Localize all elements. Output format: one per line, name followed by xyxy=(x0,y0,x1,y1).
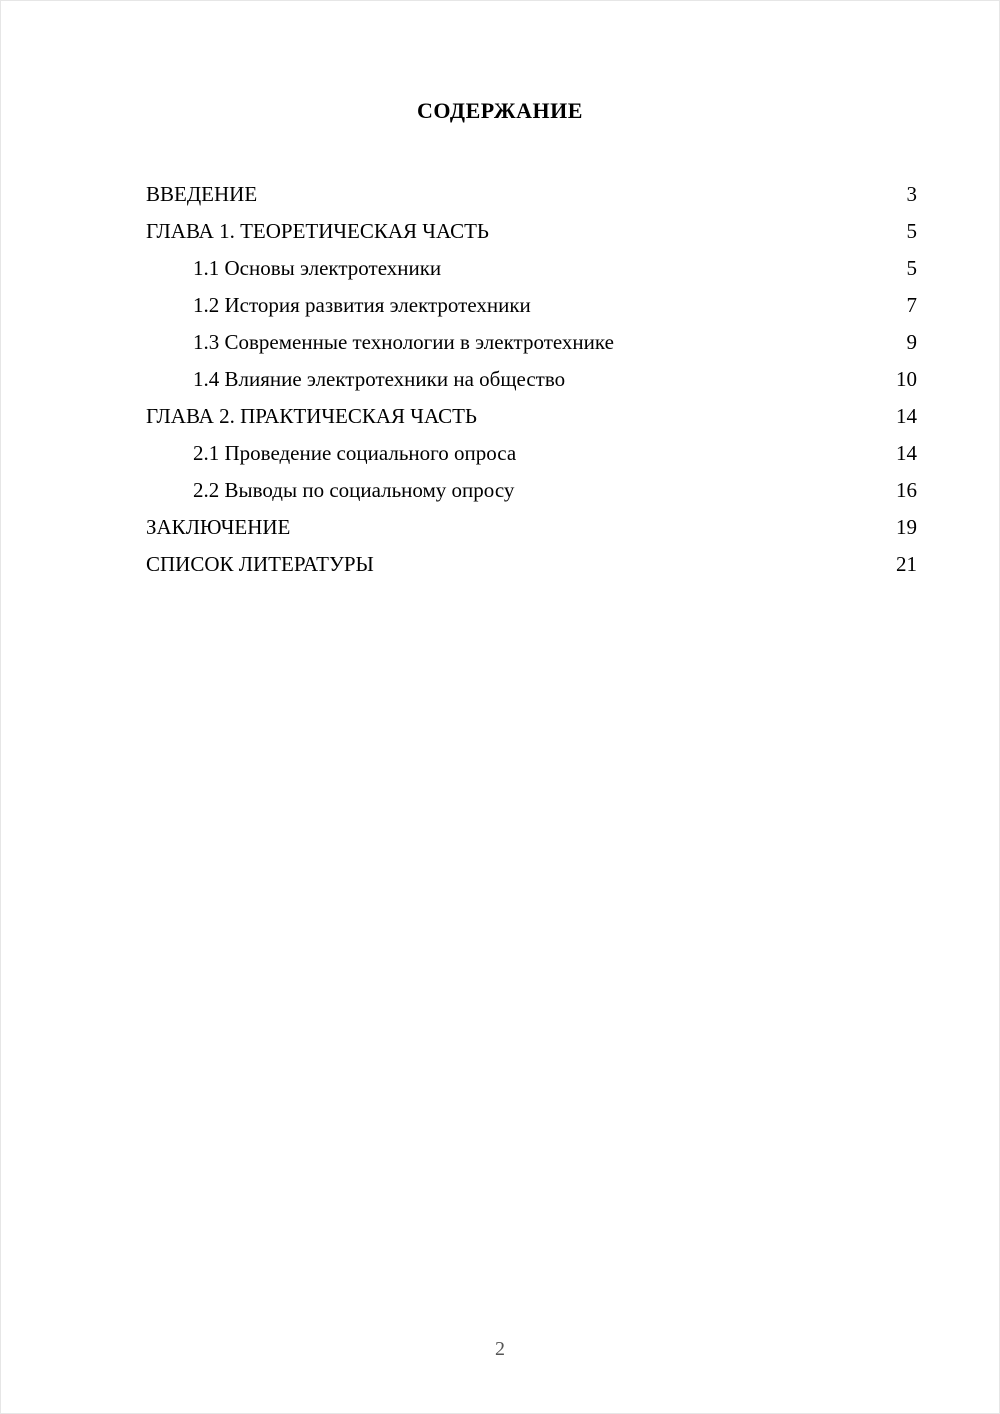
toc-entry-label: ГЛАВА 2. ПРАКТИЧЕСКАЯ ЧАСТЬ xyxy=(146,404,477,428)
toc-entry-page: 5 xyxy=(906,256,917,280)
toc-entry-label: 1.3 Современные технологии в электротехнике xyxy=(193,330,614,354)
toc-entry-label: 1.1 Основы электротехники xyxy=(193,256,442,280)
toc-entry xyxy=(146,213,917,250)
toc-entry-page: 3 xyxy=(906,182,917,206)
toc-entry-label: 1.2 История развития электротехники xyxy=(193,293,531,317)
toc-entry-label: 2.1 Проведение социального опроса xyxy=(193,441,517,465)
toc-entry-page: 14 xyxy=(896,441,917,465)
toc-entry xyxy=(146,435,917,472)
toc-entry xyxy=(146,324,917,361)
toc-entry-page: 16 xyxy=(896,478,917,502)
toc-entry-page: 19 xyxy=(896,515,917,539)
toc-entry-page: 7 xyxy=(906,293,917,317)
toc-entry-page: 9 xyxy=(906,330,917,354)
toc-entry-label: ЗАКЛЮЧЕНИЕ xyxy=(146,515,291,539)
toc-entry xyxy=(146,509,917,546)
toc-entry xyxy=(146,361,917,398)
toc-entry xyxy=(146,398,917,435)
toc-entry xyxy=(146,250,917,287)
toc-entry-page: 10 xyxy=(896,367,917,391)
toc-entry xyxy=(146,176,917,213)
toc-entry-page: 14 xyxy=(896,404,917,428)
page-number: 2 xyxy=(495,1338,505,1360)
toc-entry xyxy=(146,472,917,509)
toc-title: СОДЕРЖАНИЕ xyxy=(417,98,583,123)
toc-entry-label: ВВЕДЕНИЕ xyxy=(146,182,258,206)
toc-entry-label: 2.2 Выводы по социальному опросу xyxy=(193,478,515,502)
toc-entry-label: ГЛАВА 1. ТЕОРЕТИЧЕСКАЯ ЧАСТЬ xyxy=(146,219,489,243)
toc-entry xyxy=(146,287,917,324)
toc-entry-page: 5 xyxy=(906,219,917,243)
toc-entry-page: 21 xyxy=(896,552,917,576)
toc-entry xyxy=(146,546,917,583)
toc-entry-label: 1.4 Влияние электротехники на общество xyxy=(193,367,566,391)
table-of-contents xyxy=(1,176,999,583)
toc-entry-label: СПИСОК ЛИТЕРАТУРЫ xyxy=(146,552,374,576)
